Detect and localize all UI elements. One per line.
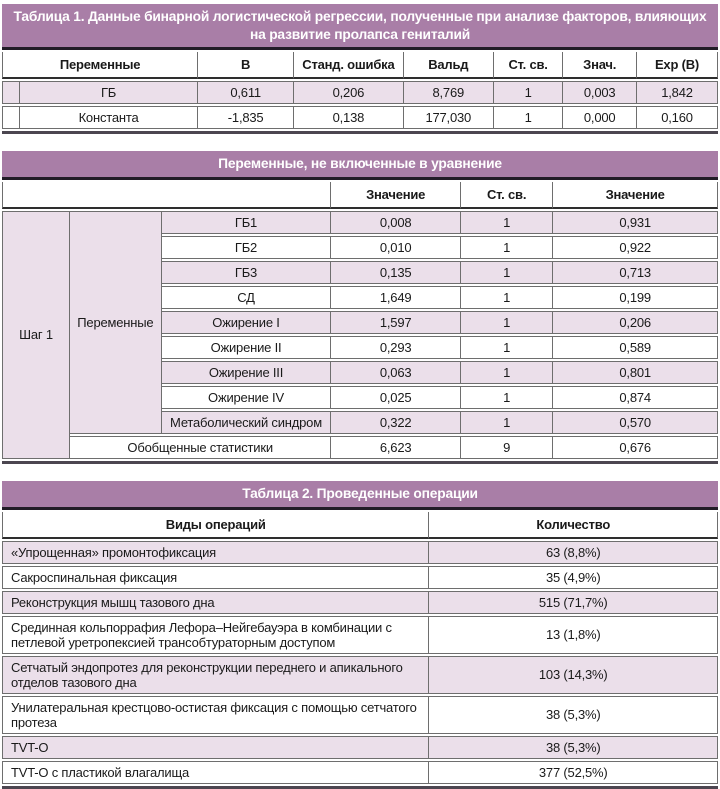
value-cell: 1 bbox=[461, 311, 553, 334]
table-row bbox=[2, 541, 718, 564]
group-label-cell: Переменные bbox=[70, 211, 162, 434]
table2-header-row bbox=[2, 182, 718, 209]
value-cell: 0,010 bbox=[331, 236, 461, 259]
column-header: Ст. св. bbox=[461, 182, 553, 209]
value-cell: 1 bbox=[461, 361, 553, 384]
variable-name-cell: ГБ2 bbox=[162, 236, 332, 259]
table3-header-row bbox=[2, 512, 718, 539]
table3-bottom-rule bbox=[2, 786, 718, 789]
column-header: Exp (B) bbox=[637, 52, 718, 79]
step-label-cell: Шаг 1 bbox=[2, 211, 70, 459]
summary-label-cell: Обобщенные статистики bbox=[70, 436, 331, 459]
value-cell: 1 bbox=[461, 386, 553, 409]
value-cell: 1 bbox=[461, 336, 553, 359]
variable-name-cell: Ожирение II bbox=[162, 336, 332, 359]
value-cell: 0,874 bbox=[553, 386, 718, 409]
column-header: Вальд bbox=[404, 52, 494, 79]
value-cell: 0,293 bbox=[331, 336, 461, 359]
table1-block bbox=[2, 4, 718, 134]
value-cell: 0,922 bbox=[553, 236, 718, 259]
value-cell: 1 bbox=[461, 211, 553, 234]
value-cell: 1 bbox=[461, 286, 553, 309]
value-cell: 1,649 bbox=[331, 286, 461, 309]
value-cell: 0,206 bbox=[553, 311, 718, 334]
table-row bbox=[2, 81, 718, 104]
value-cell: 0,611 bbox=[198, 81, 294, 104]
table-row bbox=[2, 696, 718, 734]
operation-name-cell: «Упрощенная» промонтофиксация bbox=[2, 541, 429, 564]
operation-name-cell: Срединная кольпоррафия Лефора–Нейгебауэра в комбинации с петлевой уретропексией трансобтураторным доступом bbox=[2, 616, 429, 654]
table2 bbox=[2, 180, 718, 461]
variable-name-cell: Ожирение IV bbox=[162, 386, 332, 409]
value-cell: 1 bbox=[494, 106, 563, 129]
value-cell: 1,597 bbox=[331, 311, 461, 334]
summary-row bbox=[2, 436, 718, 459]
count-cell: 63 (8,8%) bbox=[429, 541, 718, 564]
operation-name-cell: TVT-O с пластикой влагалища bbox=[2, 761, 429, 784]
table2-block bbox=[2, 151, 718, 464]
column-header: Виды операций bbox=[2, 512, 429, 539]
table3-block bbox=[2, 481, 718, 789]
count-cell: 13 (1,8%) bbox=[429, 616, 718, 654]
table-row bbox=[2, 761, 718, 784]
variable-name-cell: ГБ bbox=[20, 81, 198, 104]
value-cell: 0,206 bbox=[294, 81, 404, 104]
value-cell: 0,008 bbox=[331, 211, 461, 234]
variable-name-cell: Ожирение I bbox=[162, 311, 332, 334]
column-header: Ст. св. bbox=[494, 52, 563, 79]
table-row bbox=[2, 736, 718, 759]
value-cell: 0,025 bbox=[331, 386, 461, 409]
value-cell: 1 bbox=[461, 236, 553, 259]
operation-name-cell: Сетчатый эндопротез для реконструкции переднего и апикального отделов тазового дна bbox=[2, 656, 429, 694]
count-cell: 377 (52,5%) bbox=[429, 761, 718, 784]
spacer-cell bbox=[2, 106, 20, 129]
variable-name-cell: ГБ3 bbox=[162, 261, 332, 284]
table1 bbox=[2, 50, 718, 131]
variable-name-cell: СД bbox=[162, 286, 332, 309]
value-cell: 9 bbox=[461, 436, 553, 459]
value-cell: 0,931 bbox=[553, 211, 718, 234]
table1-bottom-rule bbox=[2, 131, 718, 134]
value-cell: 1 bbox=[461, 261, 553, 284]
value-cell: 177,030 bbox=[404, 106, 494, 129]
value-cell: 0,003 bbox=[563, 81, 637, 104]
column-header: Количество bbox=[429, 512, 718, 539]
table3-title-bar: Таблица 2. Проведенные операции bbox=[2, 481, 718, 510]
count-cell: 38 (5,3%) bbox=[429, 736, 718, 759]
count-cell: 38 (5,3%) bbox=[429, 696, 718, 734]
table2-bottom-rule bbox=[2, 461, 718, 464]
value-cell: 0,589 bbox=[553, 336, 718, 359]
column-header: Станд. ошибка bbox=[294, 52, 404, 79]
table-row bbox=[2, 211, 718, 234]
operation-name-cell: TVT-O bbox=[2, 736, 429, 759]
value-cell: 1,842 bbox=[637, 81, 718, 104]
operation-name-cell: Реконструкция мышц тазового дна bbox=[2, 591, 429, 614]
table2-title-bar: Переменные, не включенные в уравнение bbox=[2, 151, 718, 180]
count-cell: 103 (14,3%) bbox=[429, 656, 718, 694]
value-cell: -1,835 bbox=[198, 106, 294, 129]
column-header: Переменные bbox=[2, 52, 198, 79]
table-row bbox=[2, 656, 718, 694]
value-cell: 1 bbox=[461, 411, 553, 434]
value-cell: 0,713 bbox=[553, 261, 718, 284]
value-cell: 0,676 bbox=[553, 436, 718, 459]
variable-name-cell: Метаболический синдром bbox=[162, 411, 332, 434]
table-row bbox=[2, 616, 718, 654]
operation-name-cell: Сакроспинальная фиксация bbox=[2, 566, 429, 589]
count-cell: 35 (4,9%) bbox=[429, 566, 718, 589]
value-cell: 1 bbox=[494, 81, 563, 104]
variable-name-cell: Константа bbox=[20, 106, 198, 129]
value-cell: 0,570 bbox=[553, 411, 718, 434]
column-header: В bbox=[198, 52, 294, 79]
variable-name-cell: ГБ1 bbox=[162, 211, 332, 234]
operation-name-cell: Унилатеральная крестцово-остистая фиксация с помощью сетчатого протеза bbox=[2, 696, 429, 734]
column-header: Знач. bbox=[563, 52, 637, 79]
value-cell: 0,135 bbox=[331, 261, 461, 284]
empty-header-cell bbox=[2, 182, 331, 209]
value-cell: 0,138 bbox=[294, 106, 404, 129]
spacer-cell bbox=[2, 81, 20, 104]
table1-header-row bbox=[2, 52, 718, 79]
table1-title-bar: Таблица 1. Данные бинарной логистической регрессии, полученные при анализе факторов, влияющих на развитие пролапса гениталий bbox=[2, 4, 718, 50]
table-row bbox=[2, 566, 718, 589]
table-row bbox=[2, 106, 718, 129]
value-cell: 0,322 bbox=[331, 411, 461, 434]
column-header: Значение bbox=[331, 182, 461, 209]
value-cell: 0,160 bbox=[637, 106, 718, 129]
count-cell: 515 (71,7%) bbox=[429, 591, 718, 614]
table-row bbox=[2, 591, 718, 614]
value-cell: 0,063 bbox=[331, 361, 461, 384]
value-cell: 0,801 bbox=[553, 361, 718, 384]
value-cell: 0,000 bbox=[563, 106, 637, 129]
value-cell: 8,769 bbox=[404, 81, 494, 104]
table3 bbox=[2, 510, 718, 786]
column-header: Значение bbox=[553, 182, 718, 209]
value-cell: 0,199 bbox=[553, 286, 718, 309]
value-cell: 6,623 bbox=[331, 436, 461, 459]
variable-name-cell: Ожирение III bbox=[162, 361, 332, 384]
